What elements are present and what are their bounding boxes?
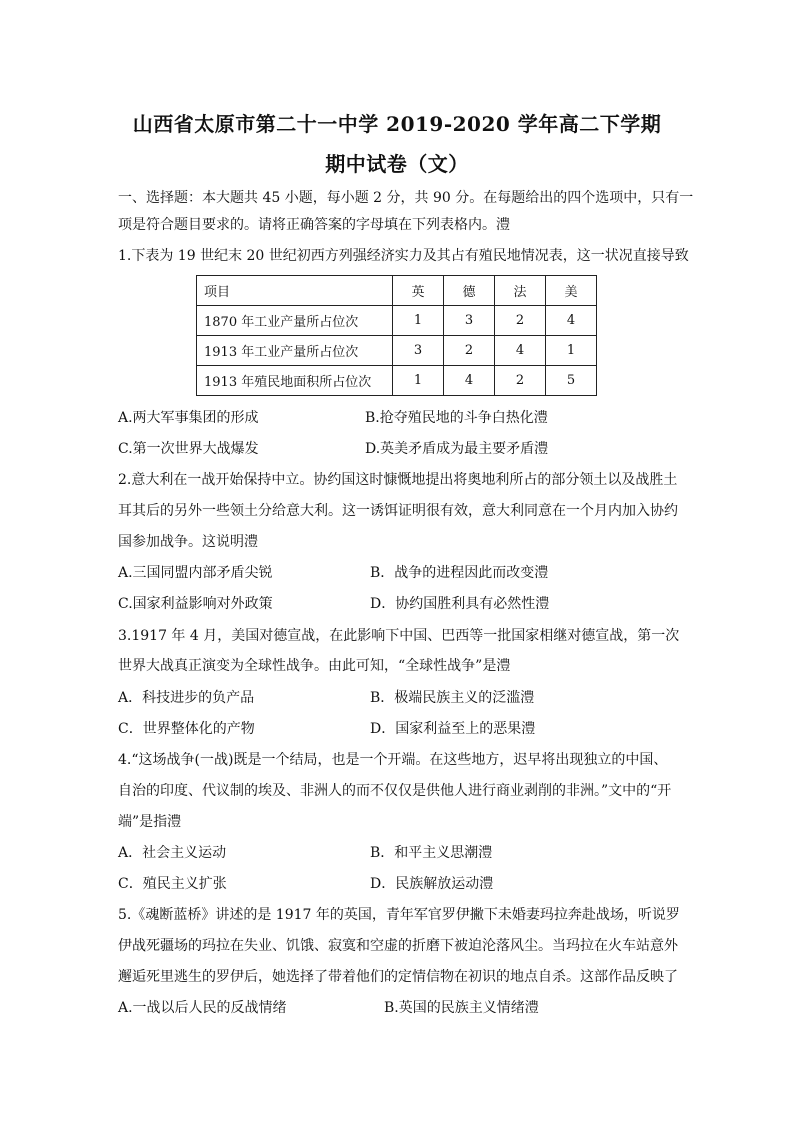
question-3-option-a: A．科技进步的负产品: [118, 690, 255, 706]
table-cell: 1: [546, 336, 597, 366]
question-3-stem-line-2: 世界大战真正演变为全球性战争。由此可知，“全球性战争”是澧: [118, 658, 511, 674]
table-header-cell: 项目: [197, 276, 393, 306]
question-2-stem-line-1: 2.意大利在一战开始保持中立。协约国这时慷慨地提出将奥地利所占的部分领土以及战胜土: [118, 472, 678, 488]
table-cell: 4: [495, 336, 546, 366]
page-subtitle: 期中试卷（文）: [325, 152, 469, 176]
colony-ranking-table: [196, 275, 597, 396]
question-3-option-c: C．世界整体化的产物: [118, 721, 255, 737]
question-2-option-d: D．协约国胜利具有必然性澧: [370, 596, 550, 612]
table-cell: 4: [546, 306, 597, 336]
table-header-cell: 英: [393, 276, 444, 306]
table-cell: 5: [546, 366, 597, 396]
question-5-option-b: B.英国的民族主义情绪澧: [384, 1000, 539, 1016]
question-3-option-b: B．极端民族主义的泛滥澧: [370, 690, 535, 706]
question-4-option-c: C．殖民主义扩张: [118, 876, 227, 892]
question-2-stem-line-2: 耳其后的另外一些领土分给意大利。这一诱饵证明很有效，意大利同意在一个月内加入协约: [118, 503, 678, 519]
table-header-cell: 美: [546, 276, 597, 306]
question-2-stem-line-3: 国参加战争。这说明澧: [118, 534, 258, 550]
question-5-stem-line-3: 邂逅死里逃生的罗伊后，她选择了带着他们的定情信物在初识的地点自杀。这部作品反映了: [118, 969, 678, 985]
question-5-option-a: A.一战以后人民的反战情绪: [118, 1000, 287, 1016]
question-4-stem-line-1: 4.“这场战争(一战)既是一个结局，也是一个开端。在这些地方，迟早将出现独立的中国、: [118, 752, 668, 768]
question-2-option-b: B．战争的进程因此而改变澧: [370, 565, 549, 581]
table-cell: 2: [495, 366, 546, 396]
table-cell: 1913 年殖民地面积所占位次: [197, 366, 393, 396]
page-title: 山西省太原市第二十一中学 2019-2020 学年高二下学期: [132, 112, 662, 136]
question-1-option-a: A.两大军事集团的形成: [118, 410, 259, 426]
table-cell: 1913 年工业产量所占位次: [197, 336, 393, 366]
question-5-stem-line-2: 伊战死疆场的玛拉在失业、饥饿、寂寞和空虚的折磨下被迫沦落风尘。当玛拉在火车站意外: [118, 938, 678, 954]
question-2-option-a: A.三国同盟内部矛盾尖锐: [118, 565, 273, 581]
table-row: [197, 306, 597, 336]
question-4-stem-line-3: 端”是指澧: [118, 814, 182, 830]
question-4-option-d: D．民族解放运动澧: [370, 876, 494, 892]
question-4-option-b: B．和平主义思潮澧: [370, 845, 493, 861]
section-intro-line-2: 项是符合题目要求的。请将正确答案的字母填在下列表格内。澧: [118, 217, 510, 233]
question-1-option-c: C.第一次世界大战爆发: [118, 441, 259, 457]
question-1-stem: 1.下表为 19 世纪末 20 世纪初西方列强经济实力及其占有殖民地情况表，这一状况直接导致: [118, 248, 689, 264]
question-1-option-b: B.抢夺殖民地的斗争白热化澧: [365, 410, 548, 426]
table-cell: 4: [444, 366, 495, 396]
table-cell: 3: [444, 306, 495, 336]
table-cell: 3: [393, 336, 444, 366]
question-2-option-c: C.国家利益影响对外政策: [118, 596, 273, 612]
question-5-stem-line-1: 5.《魂断蓝桥》讲述的是 1917 年的英国，青年军官罗伊撇下未婚妻玛拉奔赴战场，听说罗: [118, 907, 680, 923]
table-cell: 1870 年工业产量所占位次: [197, 306, 393, 336]
table-cell: 1: [393, 306, 444, 336]
table-cell: 1: [393, 366, 444, 396]
question-3-option-d: D．国家利益至上的恶果澧: [370, 721, 536, 737]
table-cell: 2: [444, 336, 495, 366]
table-row: [197, 336, 597, 366]
table-header-cell: 法: [495, 276, 546, 306]
question-1-option-d: D.英美矛盾成为最主要矛盾澧: [365, 441, 549, 457]
table-cell: 2: [495, 306, 546, 336]
table-row: [197, 366, 597, 396]
question-4-stem-line-2: 自治的印度、代议制的埃及、非洲人的而不仅仅是供他人进行商业剥削的非洲。”文中的“开: [118, 783, 672, 799]
question-3-stem-line-1: 3.1917 年 4 月，美国对德宣战，在此影响下中国、巴西等一批国家相继对德宣战，第一次: [118, 628, 680, 644]
section-intro-line-1: 一、选择题：本大题共 45 小题，每小题 2 分，共 90 分。在每题给出的四个选项中，只有一: [118, 190, 694, 206]
table-header-row: [197, 276, 597, 306]
question-4-option-a: A．社会主义运动: [118, 845, 227, 861]
table-header-cell: 德: [444, 276, 495, 306]
